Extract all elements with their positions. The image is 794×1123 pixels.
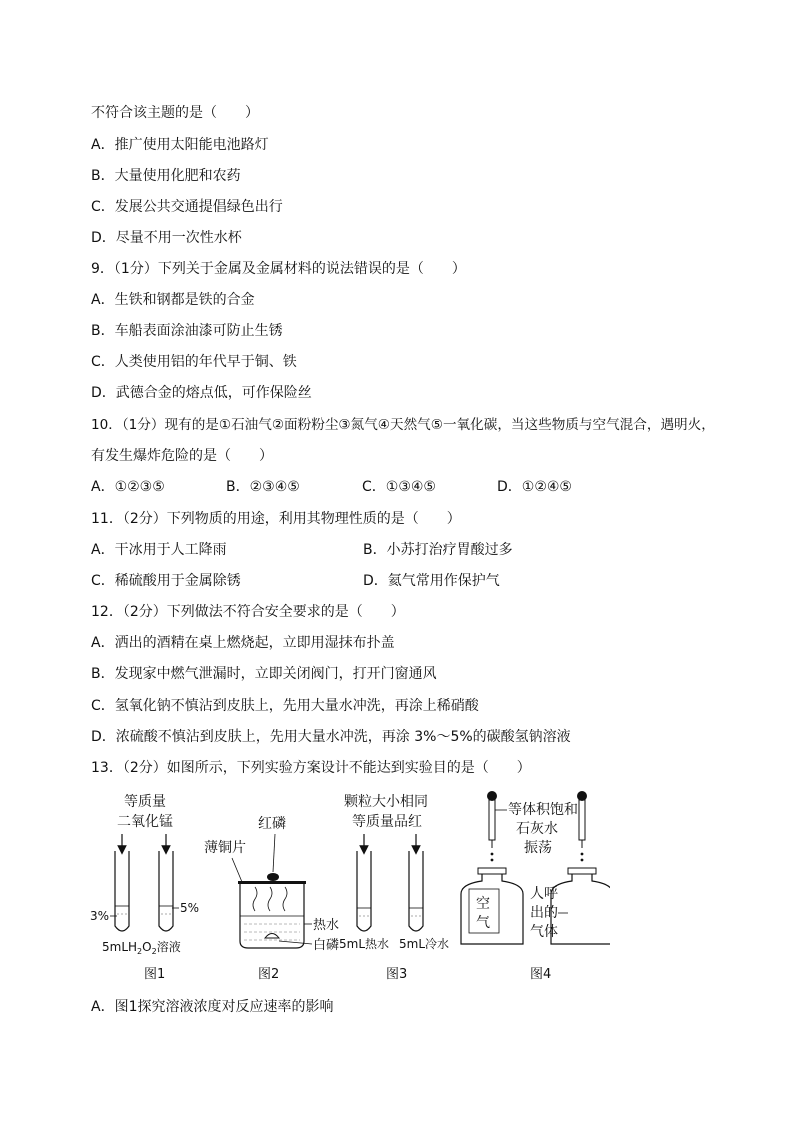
fig3-top1: 颗粒大小相同	[344, 794, 428, 810]
fig3-right-label: 5mL冷水	[399, 937, 450, 951]
q9-option-a: A．生铁和钢都是铁的合金	[91, 292, 255, 308]
figure-2	[204, 815, 339, 982]
q13-option-a: A．图1探究溶液浓度对反应速率的影响	[91, 999, 334, 1015]
q8-option-b: B．大量使用化肥和农药	[91, 168, 241, 184]
q13-figures	[90, 786, 610, 986]
q10-stem-line1: 10．（1分）现有的是①石油气②面粉粉尘③氮气④天然气⑤一氧化碳，当这些物质与空气混合，遇明火，	[91, 417, 715, 433]
fig1-right-conc: 5%	[180, 901, 200, 915]
figure-4	[461, 791, 610, 982]
q13-stem: 13．（2分）如图所示，下列实验方案设计不能达到实验目的是（ ）	[91, 760, 531, 776]
q9-option-d: D．武德合金的熔点低，可作保险丝	[91, 385, 312, 401]
q10-option-d: D．①②④⑤	[497, 479, 572, 495]
fig1-caption: 图1	[144, 967, 166, 982]
fig3-test-tube-right	[409, 851, 423, 931]
q10-option-c: C．①③④⑤	[362, 479, 436, 495]
fig4-top1: 等体积饱和	[508, 802, 578, 818]
fig3-test-tube-left	[357, 851, 371, 931]
figure-3	[339, 793, 449, 982]
fig1-left-conc: 3%	[90, 909, 110, 923]
fig1-test-tube-left	[115, 851, 129, 931]
fig2-red-phosphorus	[267, 873, 279, 881]
fig2-hot-water-label: 热水	[313, 918, 340, 933]
q9-option-b: B．车船表面涂油漆可防止生锈	[91, 323, 283, 339]
q10-option-a: A．①②③⑤	[91, 479, 165, 495]
fig4-caption: 图4	[530, 967, 552, 982]
q12-option-d: D．浓硫酸不慎沾到皮肤上，先用大量水冲洗，再涂 3%～5%的碳酸氢钠溶液	[91, 729, 571, 745]
fig2-red-p-label: 红磷	[258, 816, 286, 832]
q11-option-a: A．干冰用于人工降雨	[91, 542, 227, 558]
figure-1	[90, 794, 199, 982]
fig4-dropper-right	[579, 800, 585, 840]
fig3-top2: 等质量品红	[352, 814, 422, 830]
fig2-white-phosphorus	[265, 934, 279, 939]
q11-option-b: B．小苏打治疗胃酸过多	[363, 542, 513, 558]
q8-option-c: C．发展公共交通提倡绿色出行	[91, 199, 283, 215]
fig4-dropper-left	[489, 800, 495, 840]
q11-option-c: C．稀硫酸用于金属除锈	[91, 573, 241, 589]
fig3-caption: 图3	[386, 967, 408, 982]
fig1-label-top2: 二氧化锰	[117, 814, 173, 830]
fig2-copper-label: 薄铜片	[204, 840, 246, 856]
fig4-breath-3: 气体	[530, 924, 558, 940]
fig4-breath-1: 人呼	[530, 886, 558, 902]
fig1-bottom-label: $5mLH_2O_2$溶液	[102, 940, 181, 956]
fig4-air-1: 空	[476, 896, 490, 912]
q10-option-b: B．②③④⑤	[226, 479, 300, 495]
fig4-breath-2: 出的	[530, 905, 558, 921]
q9-option-c: C．人类使用铝的年代早于铜、铁	[91, 354, 297, 370]
q12-option-a: A．洒出的酒精在桌上燃烧起，立即用湿抹布扑盖	[91, 635, 395, 651]
q11-option-d: D．氦气常用作保护气	[363, 573, 500, 589]
fig4-air-2: 气	[476, 915, 490, 931]
fig2-white-p-label: 白磷	[313, 938, 340, 953]
fig2-caption: 图2	[258, 967, 280, 982]
q10-stem-line2: 有发生爆炸危险的是（ ）	[91, 448, 273, 464]
q12-option-b: B．发现家中燃气泄漏时，立即关闭阀门，打开门窗通风	[91, 666, 437, 682]
q11-stem: 11．（2分）下列物质的用途，利用其物理性质的是（ ）	[91, 511, 461, 527]
q12-stem: 12．（2分）下列做法不符合安全要求的是（ ）	[91, 604, 405, 620]
q9-stem: 9．（1分）下列关于金属及金属材料的说法错误的是（ ）	[91, 261, 466, 277]
q8-option-a: A．推广使用太阳能电池路灯	[91, 137, 269, 153]
fig4-top2: 石灰水	[516, 821, 558, 837]
fig4-bottle-breath	[551, 874, 610, 944]
fig1-test-tube-right	[159, 851, 173, 931]
q12-option-c: C．氢氧化钠不慎沾到皮肤上，先用大量水冲洗，再涂上稀硝酸	[91, 698, 479, 714]
fig1-label-top1: 等质量	[124, 794, 166, 810]
q8-option-d: D．尽量不用一次性水杯	[91, 230, 242, 246]
fig3-left-label: 5mL热水	[339, 937, 390, 951]
fig4-top3: 振荡	[524, 840, 552, 856]
fig2-copper-sheet	[238, 881, 306, 884]
q8-stem-tail: 不符合该主题的是（ ）	[91, 105, 259, 121]
